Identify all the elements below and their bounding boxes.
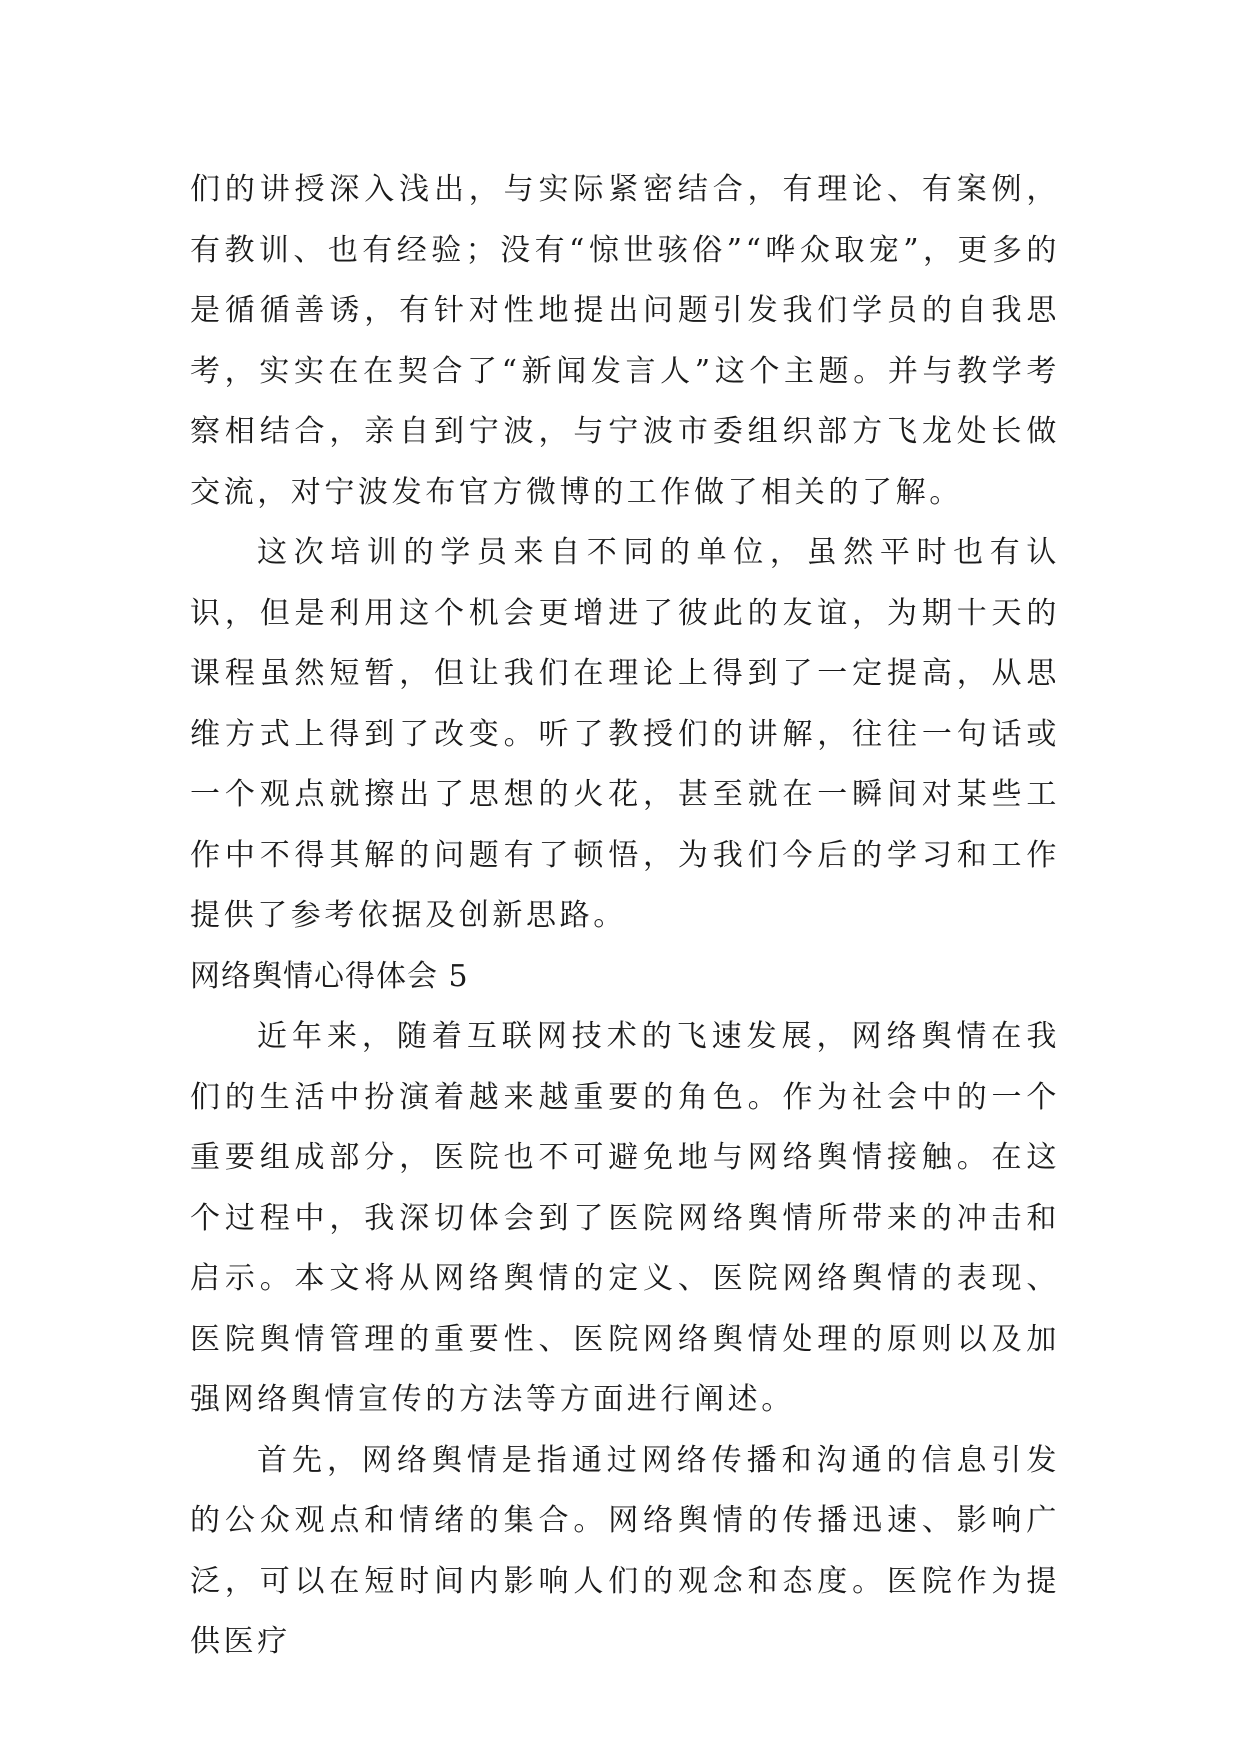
paragraph-continued: 们的讲授深入浅出，与实际紧密结合，有理论、有案例，有教训、也有经验；没有“惊世骇俗”“哗众取宠”，更多的是循循善诱，有针对性地提出问题引发我们学员的自我思考，实实在在契合了“新闻发言人”这个主题。并与教学考察相结合，亲自到宁波，与宁波市委组织部方飞龙处长做交流，对宁波发布官方微博的工作做了相关的了解。 bbox=[190, 172, 1060, 510]
paragraph-training: 这次培训的学员来自不同的单位，虽然平时也有认识，但是利用这个机会更增进了彼此的友谊，为期十天的课程虽然短暂，但让我们在理论上得到了一定提高，从思维方式上得到了改变。听了教授们的讲解，往往一句话或一个观点就擦出了思想的火花，甚至就在一瞬间对某些工作中不得其解的问题有了顿悟，为我们今后的学习和工作提供了参考依据及创新思路。 bbox=[190, 535, 1060, 933]
paragraph-definition: 首先，网络舆情是指通过网络传播和沟通的信息引发的公众观点和情绪的集合。网络舆情的传播迅速、影响广泛，可以在短时间内影响人们的观念和态度。医院作为提供医疗 bbox=[190, 1442, 1060, 1659]
document-body bbox=[190, 160, 1060, 1673]
section-heading: 网络舆情心得体会 5 bbox=[190, 958, 469, 994]
paragraph-intro: 近年来，随着互联网技术的飞速发展，网络舆情在我们的生活中扮演着越来越重要的角色。作为社会中的一个重要组成部分，医院也不可避免地与网络舆情接触。在这个过程中，我深切体会到了医院网络舆情所带来的冲击和启示。本文将从网络舆情的定义、医院网络舆情的表现、医院舆情管理的重要性、医院网络舆情处理的原则以及加强网络舆情宣传的方法等方面进行阐述。 bbox=[190, 1019, 1060, 1417]
